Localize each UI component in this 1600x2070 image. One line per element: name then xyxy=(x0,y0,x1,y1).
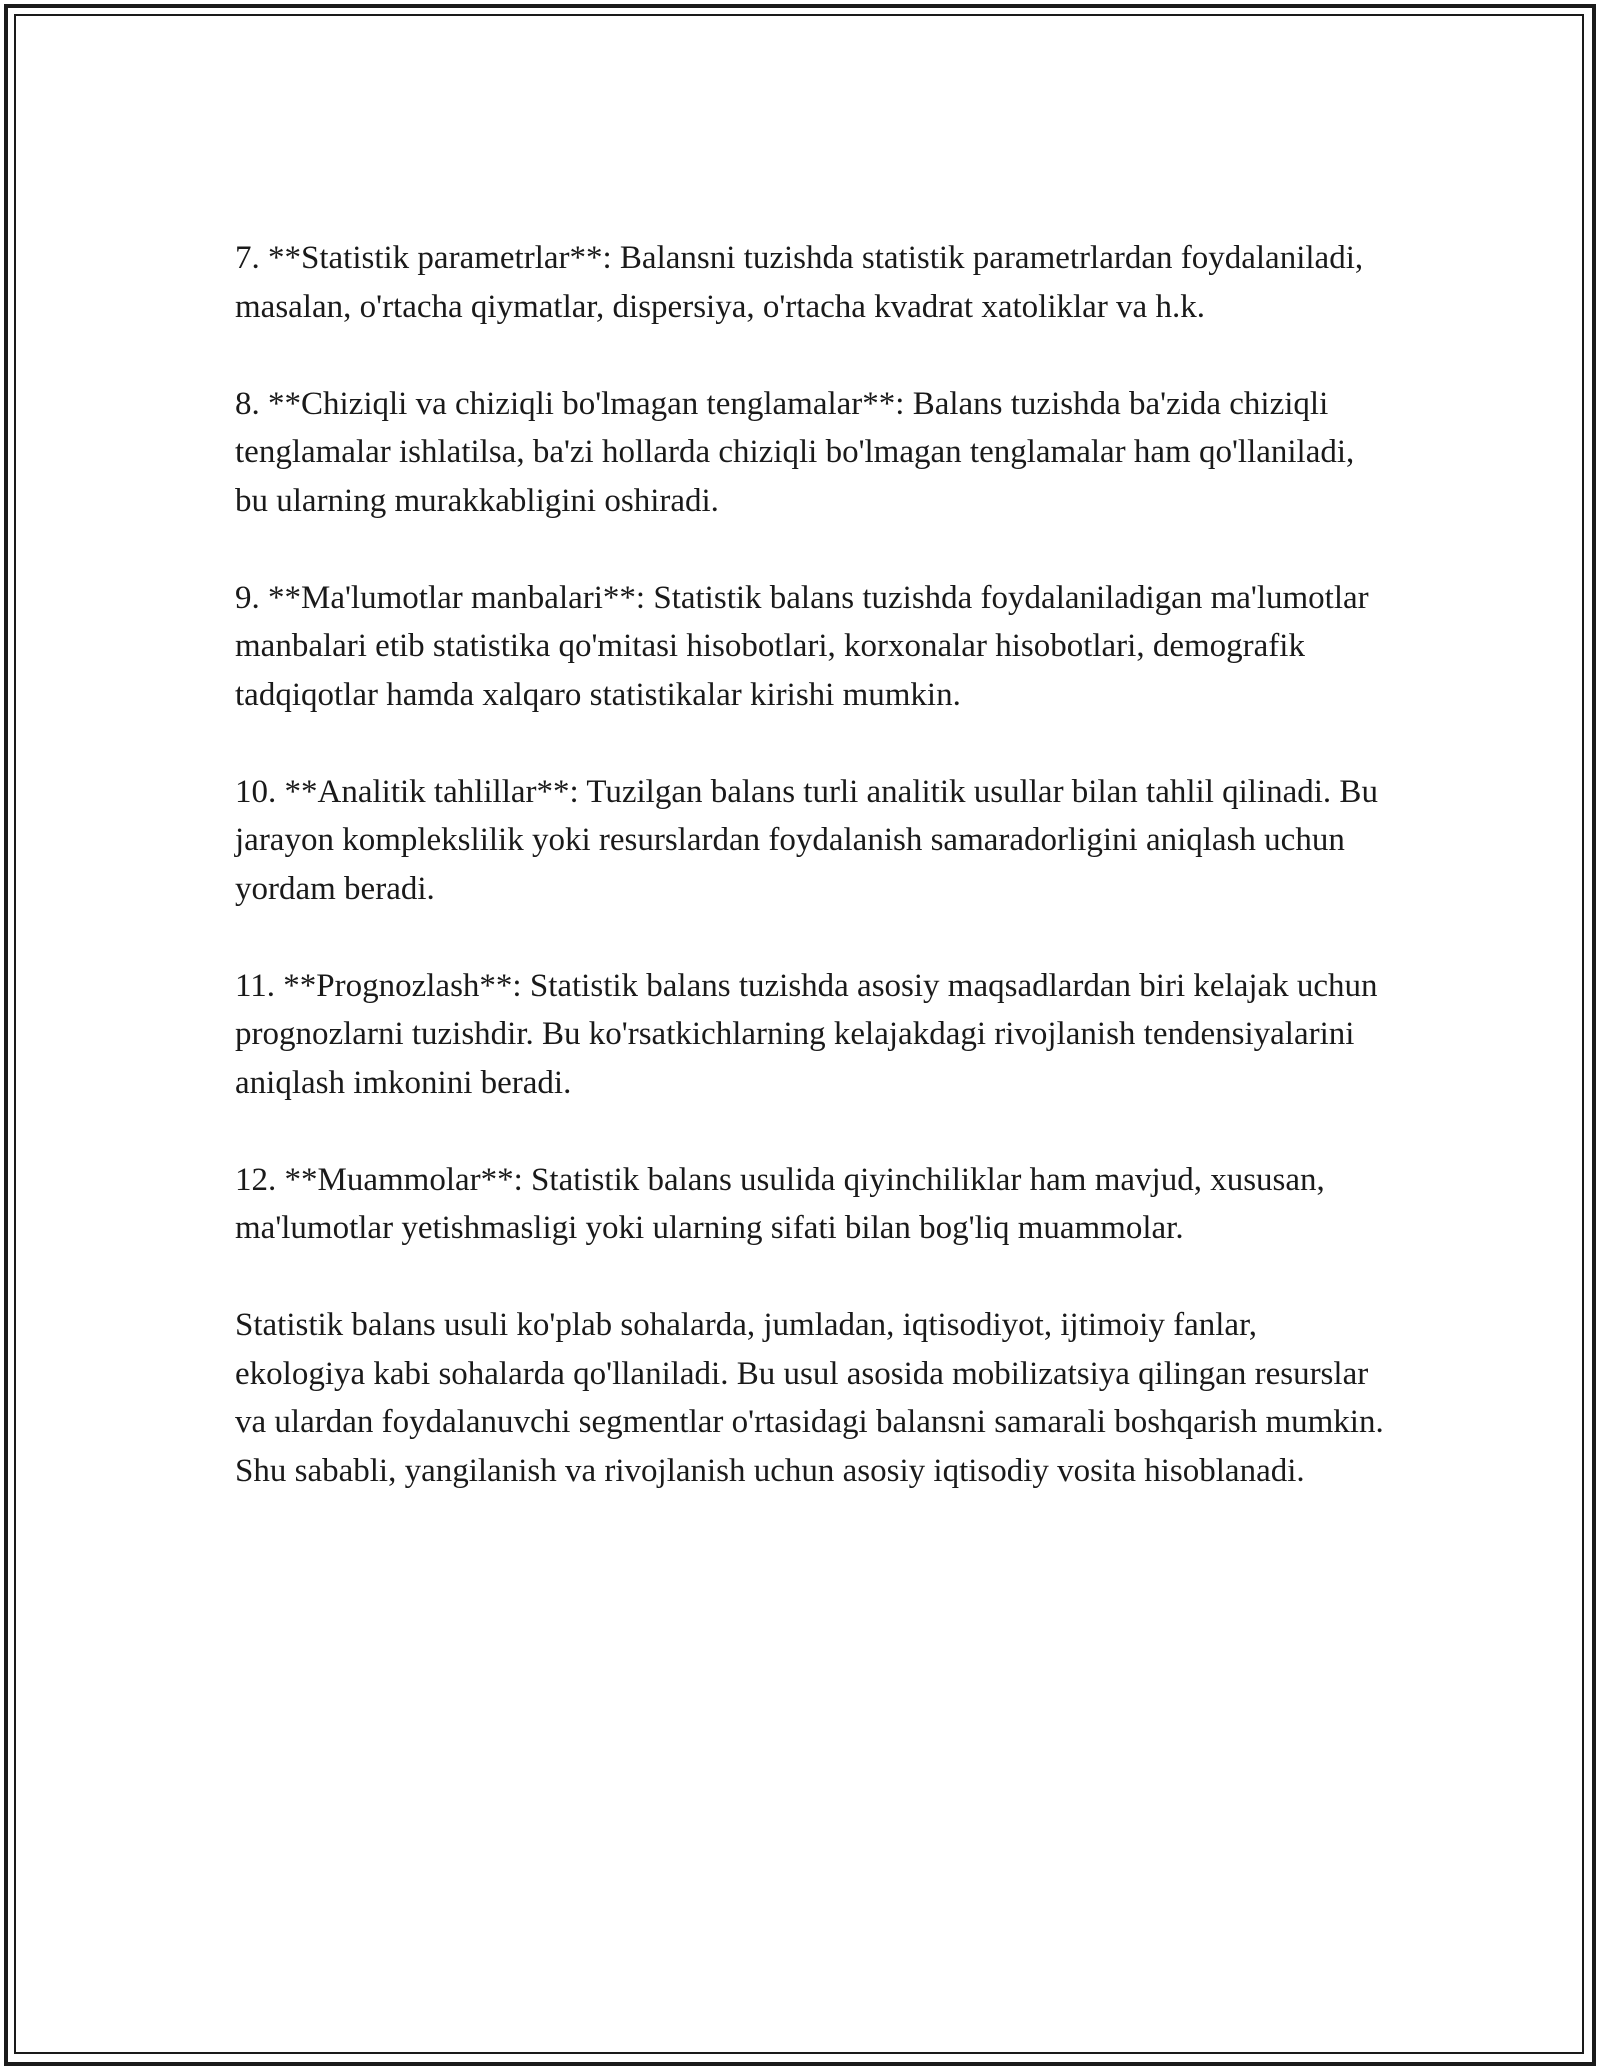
paragraph-prognozlash: 11. **Prognozlash**: Statistik balans tuzishda asosiy maqsadlardan biri kelajak uchun prognozlarni tuzishdir. Bu ko'rsatkichlarning kelajakdagi rivojlanish tendensiyalarini aniqlash imkonini beradi. xyxy=(235,967,1378,1101)
paragraph-analitik-tahlillar: 10. **Analitik tahlillar**: Tuzilgan balans turli analitik usullar bilan tahlil qilinadi. Bu jarayon komplekslilik yoki resurslardan foydalanish samaradorligini aniqlash uchun yordam beradi. xyxy=(235,773,1378,907)
paragraph-muammolar: 12. **Muammolar**: Statistik balans usulida qiyinchiliklar ham mavjud, xususan, ma'lumotlar yetishmasligi yoki ularning sifati bilan bog'liq muammolar. xyxy=(235,1161,1325,1246)
paragraph-malumotlar-manbalari: 9. **Ma'lumotlar manbalari**: Statistik balans tuzishda foydalaniladigan ma'lumotlar manbalari etib statistika qo'mitasi hisobotlari, korxonalar hisobotlari, demografik tadqiqotlar hamda xalqaro statistikalar kirishi mumkin. xyxy=(235,579,1369,713)
paragraph-chiziqli-tenglamalar: 8. **Chiziqli va chiziqli bo'lmagan tenglamalar**: Balans tuzishda ba'zida chiziqli tenglamalar ishlatilsa, ba'zi hollarda chiziqli bo'lmagan tenglamalar ham qo'llaniladi, bu ularning murakkabligini oshiradi. xyxy=(235,385,1355,519)
paragraph-conclusion: Statistik balans usuli ko'plab sohalarda, jumladan, iqtisodiyot, ijtimoiy fanlar, ekologiya kabi sohalarda qo'llaniladi. Bu usul asosida mobilizatsiya qilingan resurslar va ulardan foydalanuvchi segmentlar o'rtasidagi balansni samarali boshqarish mumkin. Shu sababli, yangilanish va rivojlanish uchun asosiy iqtisodiy vosita hisoblanadi. xyxy=(235,1307,1384,1489)
document-body xyxy=(235,234,1385,1544)
paragraph-statistik-parametrlar: 7. **Statistik parametrlar**: Balansni tuzishda statistik parametrlardan foydalaniladi, masalan, o'rtacha qiymatlar, dispersiya, o'rtacha kvadrat xatoliklar va h.k. xyxy=(235,240,1364,325)
